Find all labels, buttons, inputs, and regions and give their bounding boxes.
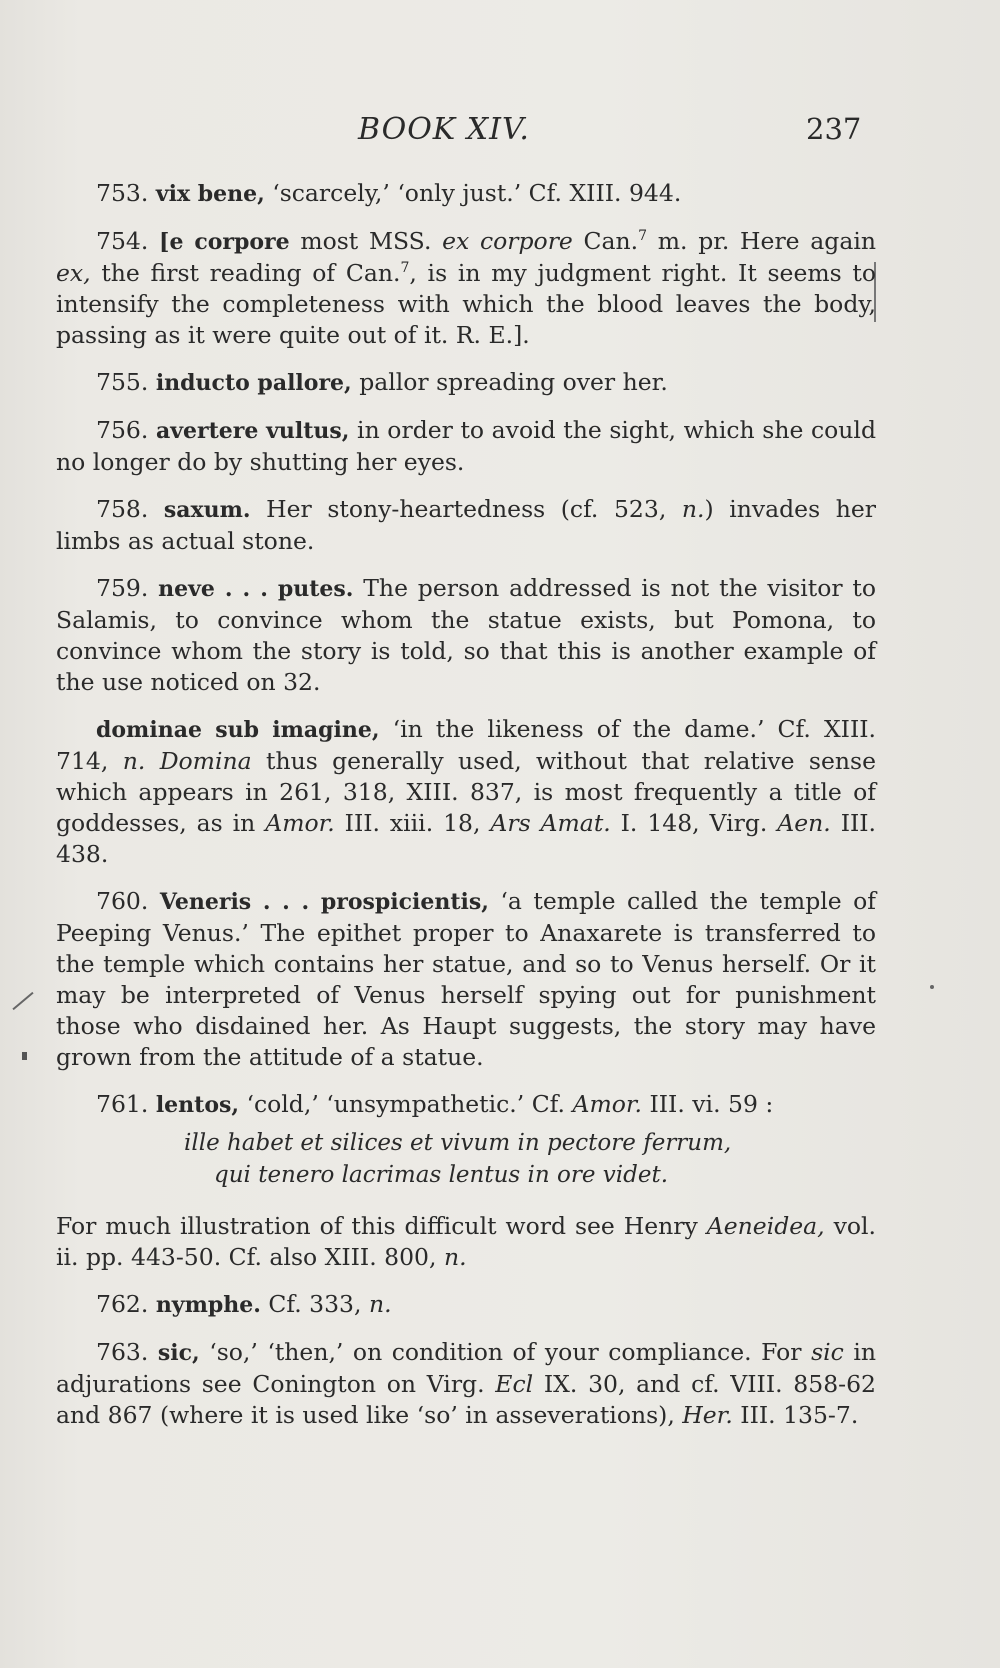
note-text: For much illustration of this difficult word see Henry [56, 1212, 707, 1240]
line-number: 763. [96, 1338, 149, 1366]
italic-text: ex, [56, 259, 91, 287]
note-756 [56, 415, 876, 478]
line-number: 754. [96, 227, 149, 255]
lemma: dominae sub imagine, [96, 717, 380, 743]
note-text [145, 747, 159, 775]
note-text: ‘in the likeness of the dame.’ Cf. XIII. 714, [56, 715, 876, 775]
note-text: ‘so,’ ‘then,’ on condition of your compliance. For [199, 1338, 812, 1366]
note-text: IX. 30, and cf. VIII. 858-62 and 867 (where it is used like ‘so’ in asseverations), [56, 1370, 876, 1429]
lemma: Veneris . . . prospicientis, [159, 889, 489, 915]
note-text: I. 148, Virg. [610, 809, 778, 837]
lemma: [e corpore [159, 229, 290, 255]
page-number: 237 [806, 112, 862, 146]
note-text: ‘cold,’ ‘unsympathetic.’ Cf. [239, 1090, 573, 1118]
note-text: in order to avoid the sight, which she could no longer do by shutting her eyes. [56, 416, 876, 476]
lemma: nymphe. [155, 1292, 261, 1318]
line-number: 759. [96, 574, 149, 602]
italic-text: Her. [682, 1401, 733, 1429]
note-text: thus generally used, without that relative sense which appears in 261, 318, XIII. 837, is most frequently a title of goddesses, as in [56, 747, 876, 837]
line-number: 762. [96, 1290, 149, 1318]
lemma: sic, [157, 1340, 200, 1366]
note-758 [56, 494, 876, 557]
lemma: saxum. [163, 497, 251, 523]
italic-text: Domina [159, 747, 252, 775]
note-text: Can. [572, 227, 639, 255]
note-761 [56, 1089, 876, 1121]
italic-text: n. [122, 747, 146, 775]
note-762 [56, 1289, 876, 1321]
note-text: ‘scarcely,’ ‘only just.’ Cf. XIII. 944. [264, 179, 682, 207]
note-754 [56, 226, 876, 351]
note-text: Cf. 333, [260, 1290, 369, 1318]
note-755 [56, 367, 876, 399]
note-text: , is in my judgment right. It seems to intensify the completeness with which the blood leaves the body, passing as it were quite out of it. R. E.]. [56, 259, 877, 349]
lemma: vix bene, [155, 181, 265, 207]
lemma: avertere vultus, [155, 418, 350, 444]
line-number: 760. [96, 887, 149, 915]
note-763 [56, 1337, 876, 1431]
line-number: 758. [96, 495, 149, 523]
note-text: m. pr. Here again [647, 227, 876, 255]
note-753 [56, 178, 876, 210]
note-text: III. 438. [56, 809, 877, 868]
note-text: vol. ii. pp. 443-50. Cf. also XIII. 800, [56, 1212, 876, 1271]
note-759 [56, 573, 876, 698]
lemma: neve . . . putes. [158, 576, 354, 602]
verse-line: ille habet et silices et vivum in pectore ferrum, [184, 1130, 732, 1156]
note-text: The person addressed is not the visitor to Salamis, to convince whom the statue exists, but Pomona, to convince whom the story is told, so that this is another example of the use noticed on 32. [56, 574, 877, 696]
superscript: 7 [638, 228, 648, 245]
italic-text: n. [368, 1290, 392, 1318]
lemma: lentos, [155, 1092, 240, 1118]
italic-text: Ars Amat. [490, 809, 611, 837]
verse-quotation [56, 1127, 876, 1191]
note-text: pallor spreading over her. [351, 368, 668, 396]
italic-text: n. [681, 495, 705, 523]
italic-text: Aeneidea, [706, 1212, 825, 1240]
italic-text: Amor. [265, 809, 335, 837]
superscript: 7 [400, 260, 410, 277]
commentary-text [56, 178, 876, 1447]
note-dominae [56, 714, 876, 870]
italic-text: Amor. [572, 1090, 643, 1118]
italic-text: ex corpore [442, 227, 573, 255]
page-header [0, 112, 1000, 156]
note-text: ‘a temple called the temple of Peeping Venus.’ The epithet proper to Anaxarete is transferred to the temple which contains her statue, and so to Venus herself. Or it may be interpreted of Venus herself spying out for punishment those who disdained her. As Haupt suggests, the story may have grown from the attitude of a statue. [56, 887, 876, 1071]
note-text: Her stony-heartedness (cf. 523, [250, 495, 682, 523]
margin-pencil-mark [12, 992, 33, 1010]
italic-text: Aen. [777, 809, 831, 837]
line-number: 756. [96, 416, 149, 444]
note-text: the first reading of Can. [90, 259, 401, 287]
line-number: 761. [96, 1090, 149, 1118]
verse-line: qui tenero lacrimas lentus in ore videt. [214, 1162, 669, 1188]
running-title: BOOK XIV. [358, 112, 530, 147]
note-text: III. 135-7. [732, 1401, 859, 1429]
margin-ink-dot [22, 1052, 27, 1060]
note-760 [56, 886, 876, 1073]
note-text: III. xiii. 18, [334, 809, 491, 837]
note-text: III. vi. 59 : [642, 1090, 774, 1118]
line-number: 753. [96, 179, 149, 207]
note-text: in adjurations see Conington on Virg. [56, 1338, 876, 1398]
note-text: ) invades her limbs as actual stone. [56, 495, 876, 555]
note-text: most MSS. [289, 227, 443, 255]
italic-text: sic [811, 1338, 844, 1366]
note-761-continued [56, 1211, 876, 1273]
margin-ink-dot [930, 985, 934, 989]
lemma: inducto pallore, [155, 370, 352, 396]
italic-text: Ecl [495, 1370, 534, 1398]
line-number: 755. [96, 368, 149, 396]
italic-text: n. [443, 1243, 467, 1271]
